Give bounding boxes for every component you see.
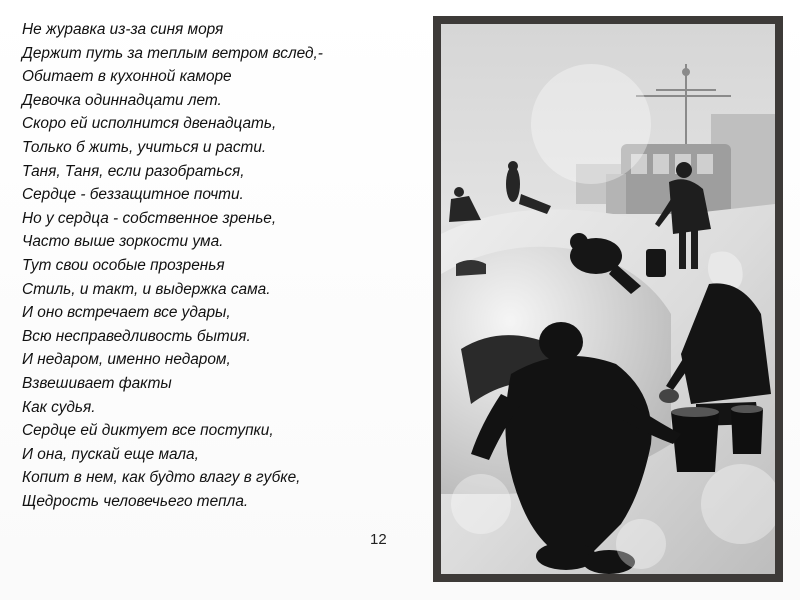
poem-line: Только б жить, учиться и расти. — [22, 138, 267, 156]
poem-text — [22, 18, 422, 513]
poem-line: Тут свои особые прозренья — [22, 256, 225, 274]
poem-line: Держит путь за теплым ветром вслед,- — [22, 44, 323, 62]
poem-line: Девочка одиннадцати лет. — [22, 91, 222, 109]
poem-line: Стиль, и такт, и выдержка сама. — [22, 280, 271, 298]
poem-line: Сердце ей диктует все поступки, — [22, 422, 274, 440]
poem-line: И оно встречает все удары, — [22, 304, 231, 322]
poem-line: Всю несправедливость бытия. — [22, 327, 251, 345]
page-number: 12 — [370, 531, 387, 548]
poem-line: Не журавка из-за синя моря — [22, 21, 224, 38]
poem-line: Сердце - беззащитное почти. — [22, 186, 244, 204]
historical-photo — [441, 24, 775, 574]
poem-line: Скоро ей исполнится двенадцать, — [22, 115, 277, 133]
poem-line: Обитает в кухонной каморе — [22, 68, 232, 86]
photo-frame — [433, 16, 783, 582]
photo-illustration — [441, 24, 775, 574]
poem-line: Как судья. — [22, 398, 96, 416]
poem-line: И она, пускай еще мала, — [22, 445, 199, 463]
poem-line: Взвешивает факты — [22, 374, 172, 392]
poem-line: Часто выше зоркости ума. — [22, 233, 224, 251]
poem-line: Но у сердца - собственное зренье, — [22, 209, 277, 227]
poem-line: Копит в нем, как будто влагу в губке, — [22, 469, 301, 487]
poem-line: И недаром, именно недаром, — [22, 351, 231, 369]
poem-line: Щедрость человечьего тепла. — [22, 492, 249, 510]
poem-line: Таня, Таня, если разобраться, — [22, 162, 245, 180]
